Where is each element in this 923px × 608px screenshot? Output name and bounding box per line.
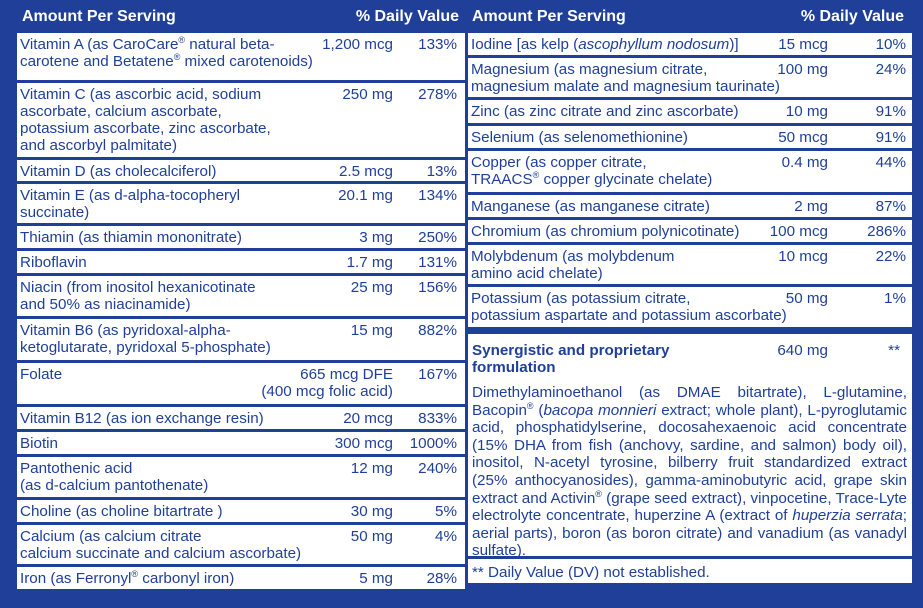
nutrient-row-thiamin — [17, 226, 465, 248]
nutrient-daily-value: 240% — [418, 460, 457, 477]
nutrient-amount: 50 mg — [350, 528, 393, 545]
nutrient-row-vitamin-a — [17, 33, 465, 80]
nutrient-daily-value: 91% — [875, 129, 906, 146]
nutrient-name: Niacin (from inositol hexanicotinate and 50% as niacinamide) — [20, 279, 256, 313]
nutrient-daily-value: 44% — [875, 154, 906, 171]
nutrient-name: Thiamin (as thiamin mononitrate) — [20, 229, 242, 246]
nutrient-name: Zinc (as zinc citrate and zinc ascorbate) — [471, 103, 739, 120]
nutrient-row-folate — [17, 363, 465, 404]
nutrient-amount: 5 mg — [359, 570, 393, 587]
nutrient-row-iron — [17, 567, 465, 589]
nutrient-name: Magnesium (as magnesium citrate, magnesium malate and magnesium taurinate) — [471, 61, 780, 95]
nutrient-amount: 15 mg — [350, 322, 393, 339]
nutrient-amount: 0.4 mg — [781, 154, 828, 171]
nutrient-name: Vitamin E (as d-alpha-tocopheryl succinate) — [20, 187, 241, 221]
nutrient-amount: 12 mg — [350, 460, 393, 477]
blend-ingredients: Dimethylaminoethanol (as DMAE bitartrate), L-glutamine, Bacopin® (bacopa monnieri extract; whole plant), L-pyroglutamic acid, phosphatidylserine, docosahexaenoic acid concentrate (15% DHA from fish (anchovy, sardine, and salmon) body oil), inositol, N-acetyl tyrosine, bilberry fruit standardized extract (25% anthocyanosides), gamma-aminobutyric acid, grape skin extract and Activin® (grape seed extract), vinpocetine, Trace-Lyte electrolyte concentrate, huperzine A (extract of huperzia serrata; aerial parts), boron (as boron citrate) and vanadium (as vanadyl sulfate). — [472, 384, 908, 560]
nutrient-amount: 1.7 mg — [346, 254, 393, 271]
nutrient-row-niacin — [17, 276, 465, 316]
blend-daily-value: ** — [888, 342, 900, 359]
nutrient-name: Pantothenic acid (as d-calcium pantothenate) — [20, 460, 209, 494]
blend-title: Synergistic and proprietary formulation — [472, 342, 670, 376]
nutrient-row-copper — [468, 151, 912, 192]
nutrient-amount: 100 mg — [777, 61, 828, 78]
right-header — [468, 0, 912, 33]
daily-value-heading: % Daily Value — [800, 7, 904, 25]
nutrient-amount: 10 mg — [785, 103, 828, 120]
nutrient-name: Riboflavin — [20, 254, 87, 271]
nutrient-row-riboflavin — [17, 251, 465, 273]
nutrient-name: Vitamin B6 (as pyridoxal-alpha- ketoglutarate, pyridoxal 5-phosphate) — [20, 322, 271, 356]
nutrient-row-chromium — [468, 220, 912, 242]
nutrient-name: Vitamin B12 (as ion exchange resin) — [20, 410, 264, 427]
nutrient-name: Potassium (as potassium citrate, potassium aspartate and potassium ascorbate) — [471, 290, 787, 324]
footnote — [468, 559, 912, 583]
nutrient-amount: 50 mcg — [778, 129, 828, 146]
proprietary-blend — [468, 334, 912, 560]
footnote-text: ** Daily Value (DV) not established. — [472, 564, 710, 581]
nutrient-name: Selenium (as selenomethionine) — [471, 129, 688, 146]
nutrient-row-vitamin-e — [17, 184, 465, 223]
nutrient-name: Chromium (as chromium polynicotinate) — [471, 223, 740, 240]
nutrient-row-magnesium — [468, 58, 912, 97]
nutrient-name: Folate — [20, 366, 63, 383]
nutrient-name: Iodine [as kelp (ascophyllum nodosum)] — [471, 36, 739, 53]
nutrient-amount: 50 mg — [785, 290, 828, 307]
nutrient-daily-value: 5% — [435, 503, 457, 520]
nutrient-name: Biotin — [20, 435, 58, 452]
nutrient-name: Calcium (as calcium citrate calcium succinate and calcium ascorbate) — [20, 528, 302, 562]
nutrient-row-vitamin-b6 — [17, 319, 465, 360]
right-column — [468, 0, 912, 583]
daily-value-heading: % Daily Value — [355, 7, 459, 25]
amount-per-serving-heading: Amount Per Serving — [472, 7, 626, 25]
nutrient-daily-value: 133% — [418, 36, 457, 53]
nutrient-daily-value: 13% — [426, 163, 457, 180]
nutrient-daily-value: 87% — [875, 198, 906, 215]
blend-amount: 640 mg — [777, 342, 828, 359]
amount-per-serving-heading: Amount Per Serving — [22, 7, 176, 25]
nutrient-amount: 30 mg — [350, 503, 393, 520]
nutrient-row-selenium — [468, 126, 912, 148]
nutrient-daily-value: 1% — [884, 290, 906, 307]
nutrient-amount: 2 mg — [794, 198, 828, 215]
nutrient-row-choline — [17, 500, 465, 522]
nutrient-row-vitamin-d — [17, 160, 465, 181]
nutrient-daily-value: 250% — [418, 229, 457, 246]
nutrient-amount: 300 mcg — [334, 435, 393, 452]
nutrient-name: Manganese (as manganese citrate) — [471, 198, 710, 215]
nutrient-row-manganese — [468, 195, 912, 217]
nutrient-daily-value: 91% — [875, 103, 906, 120]
nutrient-daily-value: 134% — [418, 187, 457, 204]
nutrient-daily-value: 167% — [418, 366, 457, 383]
left-header — [0, 0, 465, 33]
nutrient-name: Vitamin C (as ascorbic acid, sodium ascorbate, calcium ascorbate, potassium ascorbate, zinc ascorbate, and ascorbyl palmitate) — [20, 86, 271, 154]
nutrient-amount: 250 mg — [342, 86, 393, 103]
nutrient-row-zinc — [468, 100, 912, 123]
nutrient-amount: 665 mcg DFE (400 mcg folic acid) — [261, 366, 393, 400]
nutrient-name: Vitamin D (as cholecalciferol) — [20, 163, 217, 180]
nutrient-daily-value: 278% — [418, 86, 457, 103]
nutrient-daily-value: 22% — [875, 248, 906, 265]
nutrient-row-iodine — [468, 33, 912, 55]
nutrient-amount: 20 mcg — [343, 410, 393, 427]
nutrient-daily-value: 4% — [435, 528, 457, 545]
nutrient-amount: 20.1 mg — [338, 187, 393, 204]
nutrient-row-pantothenic-acid — [17, 457, 465, 497]
nutrient-row-potassium — [468, 287, 912, 327]
nutrient-daily-value: 10% — [875, 36, 906, 53]
nutrient-row-vitamin-b12 — [17, 407, 465, 429]
nutrient-amount: 10 mcg — [778, 248, 828, 265]
nutrient-daily-value: 1000% — [409, 435, 457, 452]
nutrient-daily-value: 24% — [875, 61, 906, 78]
nutrient-name: Iron (as Ferronyl® carbonyl iron) — [20, 568, 235, 587]
nutrient-row-molybdenum — [468, 245, 912, 284]
nutrient-name: Choline (as choline bitartrate ) — [20, 503, 223, 520]
nutrient-daily-value: 833% — [418, 410, 457, 427]
nutrient-amount: 1,200 mcg — [322, 36, 393, 53]
nutrient-amount: 100 mcg — [769, 223, 828, 240]
nutrient-daily-value: 286% — [867, 223, 906, 240]
nutrient-daily-value: 156% — [418, 279, 457, 296]
nutrient-amount: 3 mg — [359, 229, 393, 246]
nutrient-daily-value: 882% — [418, 322, 457, 339]
nutrient-row-calcium — [17, 525, 465, 564]
nutrient-amount: 25 mg — [350, 279, 393, 296]
nutrient-daily-value: 28% — [426, 570, 457, 587]
nutrient-name: Copper (as copper citrate, TRAACS® copper glycinate chelate) — [471, 154, 713, 188]
nutrient-name: Vitamin A (as CaroCare® natural beta- carotene and Betatene® mixed carotenoids) — [20, 34, 313, 70]
nutrient-daily-value: 131% — [418, 254, 457, 271]
nutrient-row-vitamin-c — [17, 83, 465, 157]
nutrient-amount: 2.5 mcg — [338, 163, 393, 180]
left-column — [0, 0, 465, 592]
nutrient-amount: 15 mcg — [778, 36, 828, 53]
nutrient-name: Molybdenum (as molybdenum amino acid chelate) — [471, 248, 675, 282]
nutrient-row-biotin — [17, 432, 465, 454]
